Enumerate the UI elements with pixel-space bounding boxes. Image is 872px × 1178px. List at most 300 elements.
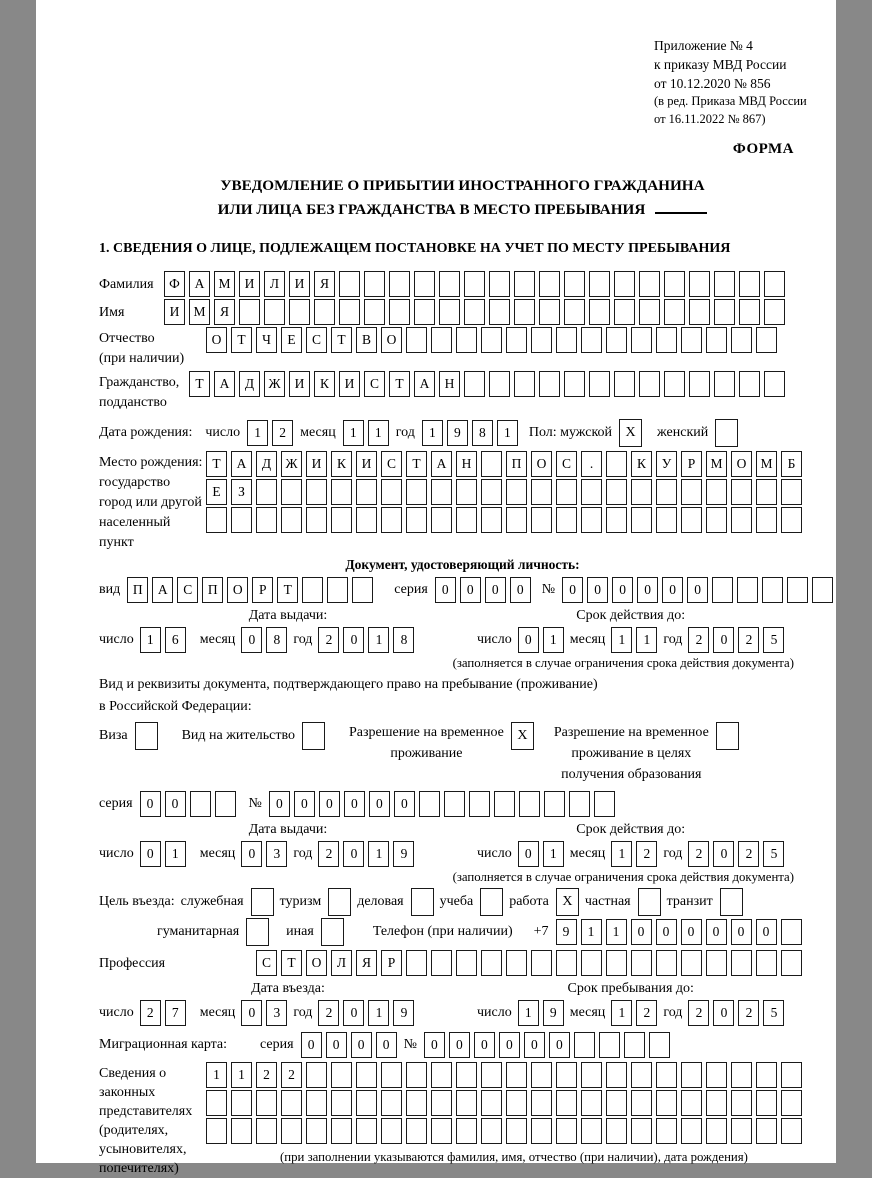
char-box[interactable] — [756, 479, 777, 505]
char-box[interactable] — [381, 1118, 402, 1144]
char-box[interactable]: 7 — [165, 1000, 186, 1026]
char-box[interactable] — [639, 271, 660, 297]
char-box[interactable] — [631, 327, 652, 353]
char-box[interactable] — [606, 950, 627, 976]
char-box[interactable] — [599, 1032, 620, 1058]
char-box[interactable] — [556, 1090, 577, 1116]
char-box[interactable]: 0 — [631, 919, 652, 945]
char-box[interactable] — [306, 1062, 327, 1088]
char-box[interactable] — [731, 479, 752, 505]
char-box[interactable]: 0 — [731, 919, 752, 945]
char-box[interactable] — [739, 299, 760, 325]
char-box[interactable]: С — [306, 327, 327, 353]
char-box[interactable]: 0 — [319, 791, 340, 817]
char-box[interactable]: 0 — [449, 1032, 470, 1058]
char-box[interactable] — [731, 1062, 752, 1088]
char-box[interactable] — [256, 507, 277, 533]
char-box[interactable] — [381, 479, 402, 505]
char-box[interactable]: Т — [206, 451, 227, 477]
char-box[interactable] — [431, 1118, 452, 1144]
char-box[interactable] — [431, 950, 452, 976]
char-box[interactable] — [556, 1118, 577, 1144]
char-box[interactable] — [681, 507, 702, 533]
char-box[interactable] — [331, 479, 352, 505]
char-box[interactable] — [656, 950, 677, 976]
char-box[interactable] — [664, 371, 685, 397]
char-box[interactable] — [464, 299, 485, 325]
char-box[interactable] — [781, 1062, 802, 1088]
char-box[interactable]: 9 — [393, 841, 414, 867]
char-box[interactable] — [589, 371, 610, 397]
char-box[interactable] — [606, 451, 627, 477]
char-box[interactable] — [712, 577, 733, 603]
char-box[interactable]: 5 — [763, 1000, 784, 1026]
char-box[interactable]: Я — [214, 299, 235, 325]
char-box[interactable] — [614, 271, 635, 297]
char-box[interactable] — [439, 299, 460, 325]
char-box[interactable] — [439, 271, 460, 297]
char-box[interactable]: Е — [281, 327, 302, 353]
char-box[interactable] — [531, 1118, 552, 1144]
char-box[interactable] — [706, 1062, 727, 1088]
char-box[interactable] — [656, 327, 677, 353]
char-box[interactable]: С — [256, 950, 277, 976]
char-box[interactable]: 0 — [269, 791, 290, 817]
char-box[interactable]: 2 — [636, 841, 657, 867]
char-box[interactable]: 5 — [763, 627, 784, 653]
char-box[interactable] — [564, 271, 585, 297]
char-box[interactable] — [544, 791, 565, 817]
char-box[interactable] — [581, 1118, 602, 1144]
char-box[interactable]: Т — [281, 950, 302, 976]
char-box[interactable] — [514, 271, 535, 297]
char-box[interactable]: 0 — [165, 791, 186, 817]
char-box[interactable] — [706, 1090, 727, 1116]
char-box[interactable] — [231, 507, 252, 533]
char-box[interactable]: 3 — [266, 841, 287, 867]
char-box[interactable]: 1 — [247, 420, 268, 446]
char-box[interactable] — [781, 1118, 802, 1144]
char-box[interactable]: 9 — [447, 420, 468, 446]
char-box[interactable] — [737, 577, 758, 603]
char-box[interactable] — [456, 479, 477, 505]
char-box[interactable]: 0 — [474, 1032, 495, 1058]
char-box[interactable] — [456, 1118, 477, 1144]
char-box[interactable]: Е — [206, 479, 227, 505]
char-box[interactable] — [289, 299, 310, 325]
char-box[interactable]: 0 — [510, 577, 531, 603]
char-box[interactable]: И — [289, 271, 310, 297]
char-box[interactable]: 1 — [581, 919, 602, 945]
char-box[interactable]: 6 — [165, 627, 186, 653]
char-box[interactable] — [531, 479, 552, 505]
char-box[interactable]: У — [656, 451, 677, 477]
char-box[interactable]: А — [231, 451, 252, 477]
char-box[interactable] — [444, 791, 465, 817]
char-box[interactable]: 0 — [343, 1000, 364, 1026]
char-box[interactable]: 9 — [393, 1000, 414, 1026]
char-box[interactable] — [764, 299, 785, 325]
char-box[interactable] — [356, 479, 377, 505]
char-box[interactable]: М — [189, 299, 210, 325]
char-box[interactable]: 1 — [611, 1000, 632, 1026]
char-box[interactable] — [681, 1062, 702, 1088]
residence-permit-checkbox[interactable] — [302, 722, 325, 750]
char-box[interactable] — [406, 950, 427, 976]
char-box[interactable]: 0 — [549, 1032, 570, 1058]
purpose-tourism-checkbox[interactable] — [328, 888, 351, 916]
char-box[interactable] — [756, 507, 777, 533]
char-box[interactable]: С — [364, 371, 385, 397]
char-box[interactable] — [631, 1062, 652, 1088]
char-box[interactable]: 1 — [140, 627, 161, 653]
char-box[interactable] — [731, 327, 752, 353]
char-box[interactable] — [781, 919, 802, 945]
char-box[interactable] — [264, 299, 285, 325]
char-box[interactable] — [689, 299, 710, 325]
char-box[interactable]: 0 — [343, 841, 364, 867]
char-box[interactable]: 2 — [738, 627, 759, 653]
char-box[interactable] — [302, 577, 323, 603]
char-box[interactable] — [481, 1062, 502, 1088]
char-box[interactable]: А — [152, 577, 173, 603]
char-box[interactable] — [481, 327, 502, 353]
char-box[interactable] — [606, 507, 627, 533]
char-box[interactable] — [781, 479, 802, 505]
char-box[interactable]: 0 — [713, 627, 734, 653]
char-box[interactable]: И — [339, 371, 360, 397]
char-box[interactable]: К — [331, 451, 352, 477]
char-box[interactable]: О — [381, 327, 402, 353]
char-box[interactable] — [327, 577, 348, 603]
char-box[interactable] — [574, 1032, 595, 1058]
char-box[interactable]: 1 — [611, 627, 632, 653]
char-box[interactable] — [419, 791, 440, 817]
char-box[interactable] — [681, 950, 702, 976]
char-box[interactable]: 0 — [294, 791, 315, 817]
char-box[interactable] — [714, 371, 735, 397]
char-box[interactable] — [231, 1090, 252, 1116]
char-box[interactable] — [556, 479, 577, 505]
char-box[interactable] — [556, 327, 577, 353]
char-box[interactable] — [306, 507, 327, 533]
char-box[interactable]: 0 — [376, 1032, 397, 1058]
char-box[interactable] — [606, 1062, 627, 1088]
char-box[interactable] — [756, 1118, 777, 1144]
char-box[interactable] — [589, 271, 610, 297]
char-box[interactable] — [190, 791, 211, 817]
purpose-humanitarian-checkbox[interactable] — [246, 918, 269, 946]
char-box[interactable]: 0 — [518, 627, 539, 653]
char-box[interactable] — [689, 371, 710, 397]
char-box[interactable]: 0 — [612, 577, 633, 603]
char-box[interactable]: 2 — [688, 1000, 709, 1026]
char-box[interactable] — [406, 327, 427, 353]
char-box[interactable] — [414, 271, 435, 297]
char-box[interactable]: И — [239, 271, 260, 297]
char-box[interactable] — [464, 371, 485, 397]
char-box[interactable] — [756, 950, 777, 976]
char-box[interactable] — [406, 479, 427, 505]
char-box[interactable]: 0 — [656, 919, 677, 945]
char-box[interactable]: 1 — [165, 841, 186, 867]
char-box[interactable] — [639, 299, 660, 325]
char-box[interactable] — [456, 327, 477, 353]
char-box[interactable] — [456, 1090, 477, 1116]
char-box[interactable] — [356, 507, 377, 533]
char-box[interactable]: 1 — [368, 841, 389, 867]
char-box[interactable]: 1 — [606, 919, 627, 945]
char-box[interactable] — [664, 299, 685, 325]
char-box[interactable]: 0 — [687, 577, 708, 603]
char-box[interactable] — [494, 791, 515, 817]
char-box[interactable] — [389, 271, 410, 297]
char-box[interactable]: Ж — [281, 451, 302, 477]
char-box[interactable] — [256, 1118, 277, 1144]
char-box[interactable] — [356, 1062, 377, 1088]
char-box[interactable] — [506, 327, 527, 353]
char-box[interactable] — [756, 1090, 777, 1116]
char-box[interactable] — [381, 1090, 402, 1116]
char-box[interactable]: 0 — [499, 1032, 520, 1058]
char-box[interactable]: В — [356, 327, 377, 353]
char-box[interactable] — [431, 507, 452, 533]
char-box[interactable] — [762, 577, 783, 603]
char-box[interactable] — [731, 950, 752, 976]
char-box[interactable] — [431, 1062, 452, 1088]
char-box[interactable] — [531, 950, 552, 976]
char-box[interactable]: 2 — [318, 1000, 339, 1026]
char-box[interactable] — [206, 507, 227, 533]
sex-female-checkbox[interactable] — [715, 419, 738, 447]
char-box[interactable]: 1 — [368, 420, 389, 446]
char-box[interactable] — [506, 507, 527, 533]
char-box[interactable]: И — [164, 299, 185, 325]
char-box[interactable]: 0 — [301, 1032, 322, 1058]
char-box[interactable] — [356, 1118, 377, 1144]
char-box[interactable] — [514, 299, 535, 325]
char-box[interactable] — [331, 1090, 352, 1116]
char-box[interactable] — [631, 1118, 652, 1144]
char-box[interactable]: 0 — [424, 1032, 445, 1058]
char-box[interactable] — [781, 507, 802, 533]
char-box[interactable] — [706, 1118, 727, 1144]
char-box[interactable]: 2 — [272, 420, 293, 446]
char-box[interactable] — [539, 299, 560, 325]
char-box[interactable]: П — [506, 451, 527, 477]
char-box[interactable] — [649, 1032, 670, 1058]
char-box[interactable]: 1 — [368, 1000, 389, 1026]
char-box[interactable] — [414, 299, 435, 325]
char-box[interactable]: А — [189, 271, 210, 297]
char-box[interactable]: П — [127, 577, 148, 603]
char-box[interactable] — [531, 1090, 552, 1116]
char-box[interactable] — [681, 1118, 702, 1144]
char-box[interactable] — [739, 271, 760, 297]
char-box[interactable]: А — [414, 371, 435, 397]
char-box[interactable] — [256, 1090, 277, 1116]
char-box[interactable] — [256, 479, 277, 505]
char-box[interactable] — [539, 271, 560, 297]
char-box[interactable] — [606, 1090, 627, 1116]
char-box[interactable]: О — [227, 577, 248, 603]
char-box[interactable] — [706, 507, 727, 533]
char-box[interactable]: 0 — [326, 1032, 347, 1058]
char-box[interactable]: 0 — [637, 577, 658, 603]
char-box[interactable] — [481, 1090, 502, 1116]
char-box[interactable]: Ф — [164, 271, 185, 297]
char-box[interactable]: 2 — [256, 1062, 277, 1088]
char-box[interactable] — [481, 507, 502, 533]
char-box[interactable] — [406, 1090, 427, 1116]
char-box[interactable]: 0 — [681, 919, 702, 945]
char-box[interactable]: 2 — [281, 1062, 302, 1088]
char-box[interactable]: 0 — [706, 919, 727, 945]
char-box[interactable] — [456, 1062, 477, 1088]
char-box[interactable]: 1 — [611, 841, 632, 867]
char-box[interactable] — [531, 327, 552, 353]
char-box[interactable] — [731, 1118, 752, 1144]
char-box[interactable] — [239, 299, 260, 325]
char-box[interactable] — [656, 479, 677, 505]
char-box[interactable] — [531, 1062, 552, 1088]
char-box[interactable] — [714, 271, 735, 297]
temp-residence-checkbox[interactable]: X — [511, 722, 534, 750]
char-box[interactable]: 0 — [713, 1000, 734, 1026]
char-box[interactable]: Ч — [256, 327, 277, 353]
char-box[interactable] — [306, 1118, 327, 1144]
char-box[interactable]: 0 — [241, 1000, 262, 1026]
char-box[interactable] — [531, 507, 552, 533]
char-box[interactable] — [781, 950, 802, 976]
char-box[interactable]: 1 — [636, 627, 657, 653]
char-box[interactable]: А — [214, 371, 235, 397]
char-box[interactable]: . — [581, 451, 602, 477]
char-box[interactable]: А — [431, 451, 452, 477]
char-box[interactable]: 2 — [318, 627, 339, 653]
char-box[interactable] — [431, 1090, 452, 1116]
char-box[interactable] — [581, 507, 602, 533]
char-box[interactable] — [581, 327, 602, 353]
char-box[interactable]: 1 — [518, 1000, 539, 1026]
char-box[interactable]: Т — [331, 327, 352, 353]
char-box[interactable] — [564, 299, 585, 325]
char-box[interactable] — [681, 1090, 702, 1116]
char-box[interactable]: 0 — [241, 841, 262, 867]
char-box[interactable] — [606, 1118, 627, 1144]
char-box[interactable] — [569, 791, 590, 817]
char-box[interactable] — [464, 271, 485, 297]
char-box[interactable]: 0 — [587, 577, 608, 603]
char-box[interactable]: 0 — [241, 627, 262, 653]
char-box[interactable] — [381, 1062, 402, 1088]
char-box[interactable] — [656, 1118, 677, 1144]
char-box[interactable]: Т — [231, 327, 252, 353]
char-box[interactable]: 2 — [738, 1000, 759, 1026]
char-box[interactable] — [456, 950, 477, 976]
char-box[interactable] — [581, 479, 602, 505]
char-box[interactable]: 5 — [763, 841, 784, 867]
char-box[interactable]: 2 — [688, 841, 709, 867]
char-box[interactable]: Н — [456, 451, 477, 477]
char-box[interactable]: С — [177, 577, 198, 603]
char-box[interactable] — [689, 271, 710, 297]
char-box[interactable] — [756, 1062, 777, 1088]
char-box[interactable] — [581, 1062, 602, 1088]
char-box[interactable] — [706, 327, 727, 353]
char-box[interactable]: Я — [356, 950, 377, 976]
char-box[interactable] — [389, 299, 410, 325]
char-box[interactable] — [681, 327, 702, 353]
char-box[interactable] — [456, 507, 477, 533]
char-box[interactable]: С — [556, 451, 577, 477]
char-box[interactable] — [489, 299, 510, 325]
char-box[interactable]: 0 — [460, 577, 481, 603]
char-box[interactable]: 1 — [368, 627, 389, 653]
char-box[interactable] — [306, 479, 327, 505]
char-box[interactable]: 0 — [756, 919, 777, 945]
char-box[interactable] — [406, 507, 427, 533]
char-box[interactable]: 1 — [206, 1062, 227, 1088]
char-box[interactable]: 2 — [140, 1000, 161, 1026]
char-box[interactable]: М — [706, 451, 727, 477]
char-box[interactable] — [331, 1118, 352, 1144]
purpose-study-checkbox[interactable] — [480, 888, 503, 916]
char-box[interactable]: 0 — [435, 577, 456, 603]
sex-male-checkbox[interactable]: X — [619, 419, 642, 447]
char-box[interactable] — [639, 371, 660, 397]
char-box[interactable] — [339, 299, 360, 325]
char-box[interactable] — [656, 1062, 677, 1088]
char-box[interactable] — [506, 1062, 527, 1088]
char-box[interactable] — [731, 507, 752, 533]
char-box[interactable] — [364, 299, 385, 325]
purpose-other-checkbox[interactable] — [321, 918, 344, 946]
char-box[interactable] — [631, 950, 652, 976]
char-box[interactable]: 8 — [472, 420, 493, 446]
char-box[interactable]: 0 — [394, 791, 415, 817]
char-box[interactable] — [481, 950, 502, 976]
char-box[interactable] — [364, 271, 385, 297]
char-box[interactable]: П — [202, 577, 223, 603]
char-box[interactable] — [339, 271, 360, 297]
char-box[interactable]: 0 — [524, 1032, 545, 1058]
char-box[interactable] — [506, 1118, 527, 1144]
char-box[interactable] — [481, 479, 502, 505]
char-box[interactable]: Л — [264, 271, 285, 297]
char-box[interactable]: 8 — [266, 627, 287, 653]
char-box[interactable]: Т — [406, 451, 427, 477]
char-box[interactable] — [556, 507, 577, 533]
char-box[interactable] — [756, 327, 777, 353]
char-box[interactable] — [431, 479, 452, 505]
char-box[interactable]: Т — [389, 371, 410, 397]
char-box[interactable]: К — [314, 371, 335, 397]
char-box[interactable] — [656, 507, 677, 533]
char-box[interactable] — [506, 950, 527, 976]
char-box[interactable]: 1 — [543, 627, 564, 653]
char-box[interactable]: 0 — [351, 1032, 372, 1058]
char-box[interactable] — [215, 791, 236, 817]
char-box[interactable]: 0 — [518, 841, 539, 867]
char-box[interactable]: 2 — [636, 1000, 657, 1026]
char-box[interactable] — [281, 479, 302, 505]
char-box[interactable] — [481, 1118, 502, 1144]
char-box[interactable]: 1 — [497, 420, 518, 446]
char-box[interactable]: И — [356, 451, 377, 477]
char-box[interactable] — [381, 507, 402, 533]
char-box[interactable]: 2 — [688, 627, 709, 653]
